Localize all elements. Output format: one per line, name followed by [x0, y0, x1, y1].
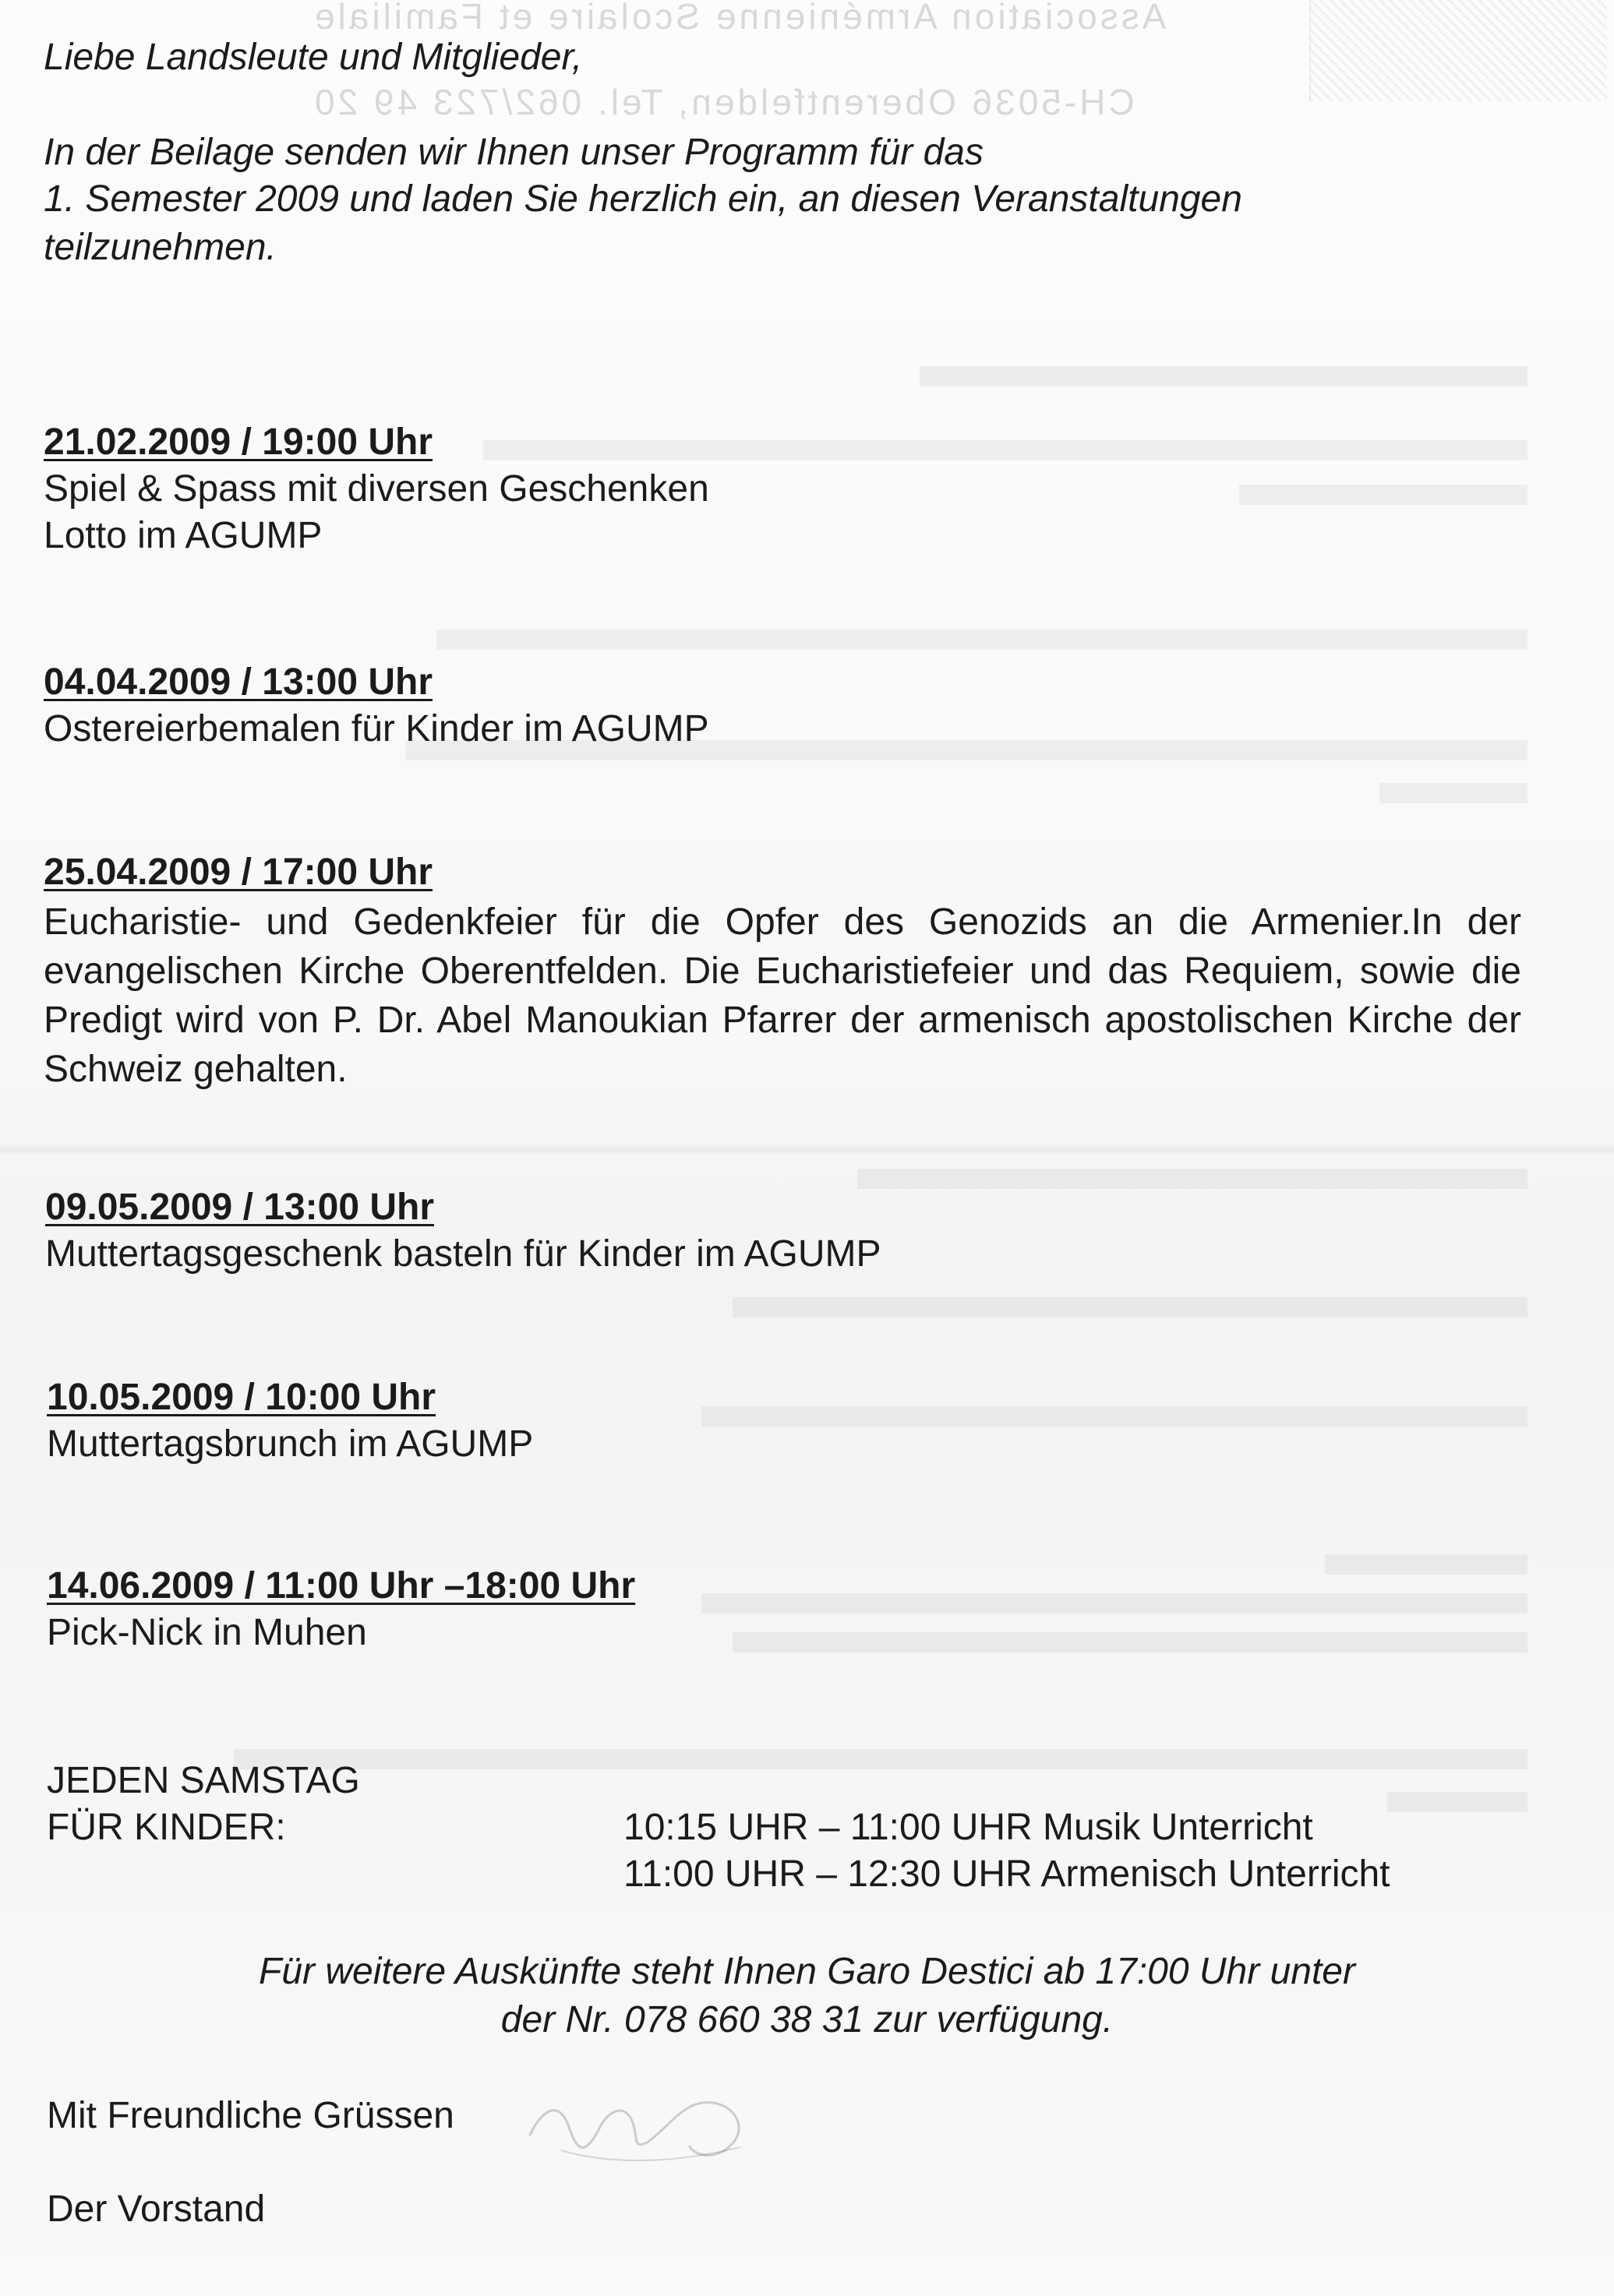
intro-line-3: teilzunehmen.: [44, 227, 277, 268]
greeting: Liebe Landsleute und Mitglieder,: [44, 37, 583, 78]
event-date: 21.02.2009 / 19:00 Uhr: [44, 421, 433, 463]
event-date: 25.04.2009 / 17:00 Uhr: [44, 852, 433, 893]
event-date: 10.05.2009 / 10:00 Uhr: [47, 1377, 436, 1418]
paper-fold: [0, 1144, 1614, 1155]
event-description: Spiel & Spass mit diversen Geschenken: [44, 468, 709, 510]
saturday-slot-armenian: 11:00 UHR – 12:30 UHR Armenisch Unterricht: [623, 1853, 1390, 1895]
event-description: Lotto im AGUMP: [44, 515, 323, 556]
intro-line-1: In der Beilage senden wir Ihnen unser Programm für das: [44, 132, 984, 173]
ghost-logo-image: [1309, 0, 1607, 101]
closing: Mit Freundliche Grüssen: [47, 2095, 454, 2136]
event-description: Muttertagsbrunch im AGUMP: [47, 1423, 534, 1465]
ghost-letterhead-line2: CH-5036 Oberentfelden, Tel. 062/723 49 20: [312, 82, 1135, 122]
signoff: Der Vorstand: [47, 2188, 266, 2230]
event-paragraph: Eucharistie- und Gedenkfeier für die Opfer des Genozids an die Armenier.In der evangelischen Kirche Oberentfelden. Die Eucharistiefeier und das Requiem, sowie die Predigt wird von P. Dr. Abel Manoukian Pfarrer der armenisch apostolischen Kirche der Schweiz gehalten.: [44, 901, 1521, 1090]
contact-line-2: der Nr. 078 660 38 31 zur verfügung.: [500, 1999, 1114, 2040]
event-description: Pick-Nick in Muhen: [47, 1612, 367, 1653]
contact-line-1: Für weitere Auskünfte steht Ihnen Garo Destici ab 17:00 Uhr unter: [259, 1951, 1355, 1992]
event-date: 09.05.2009 / 13:00 Uhr: [45, 1187, 435, 1228]
event-description: Ostereierbemalen für Kinder im AGUMP: [44, 708, 709, 749]
event-description: Muttertagsgeschenk basteln für Kinder im AGUMP: [45, 1233, 881, 1275]
saturday-slot-music: 10:15 UHR – 11:00 UHR Musik Unterricht: [623, 1807, 1313, 1848]
handwritten-signature: [514, 2072, 764, 2181]
intro-line-2: 1. Semester 2009 und laden Sie herzlich ein, an diesen Veranstaltungen: [44, 178, 1242, 220]
saturday-subheading: FÜR KINDER:: [47, 1807, 286, 1848]
event-date: 14.06.2009 / 11:00 Uhr –18:00 Uhr: [47, 1565, 636, 1606]
ghost-letterhead-line1: Association Arménienne Scolaire et Familiale: [312, 0, 1167, 37]
saturday-heading: JEDEN SAMSTAG: [47, 1760, 360, 1801]
event-date: 04.04.2009 / 13:00 Uhr: [44, 661, 433, 703]
